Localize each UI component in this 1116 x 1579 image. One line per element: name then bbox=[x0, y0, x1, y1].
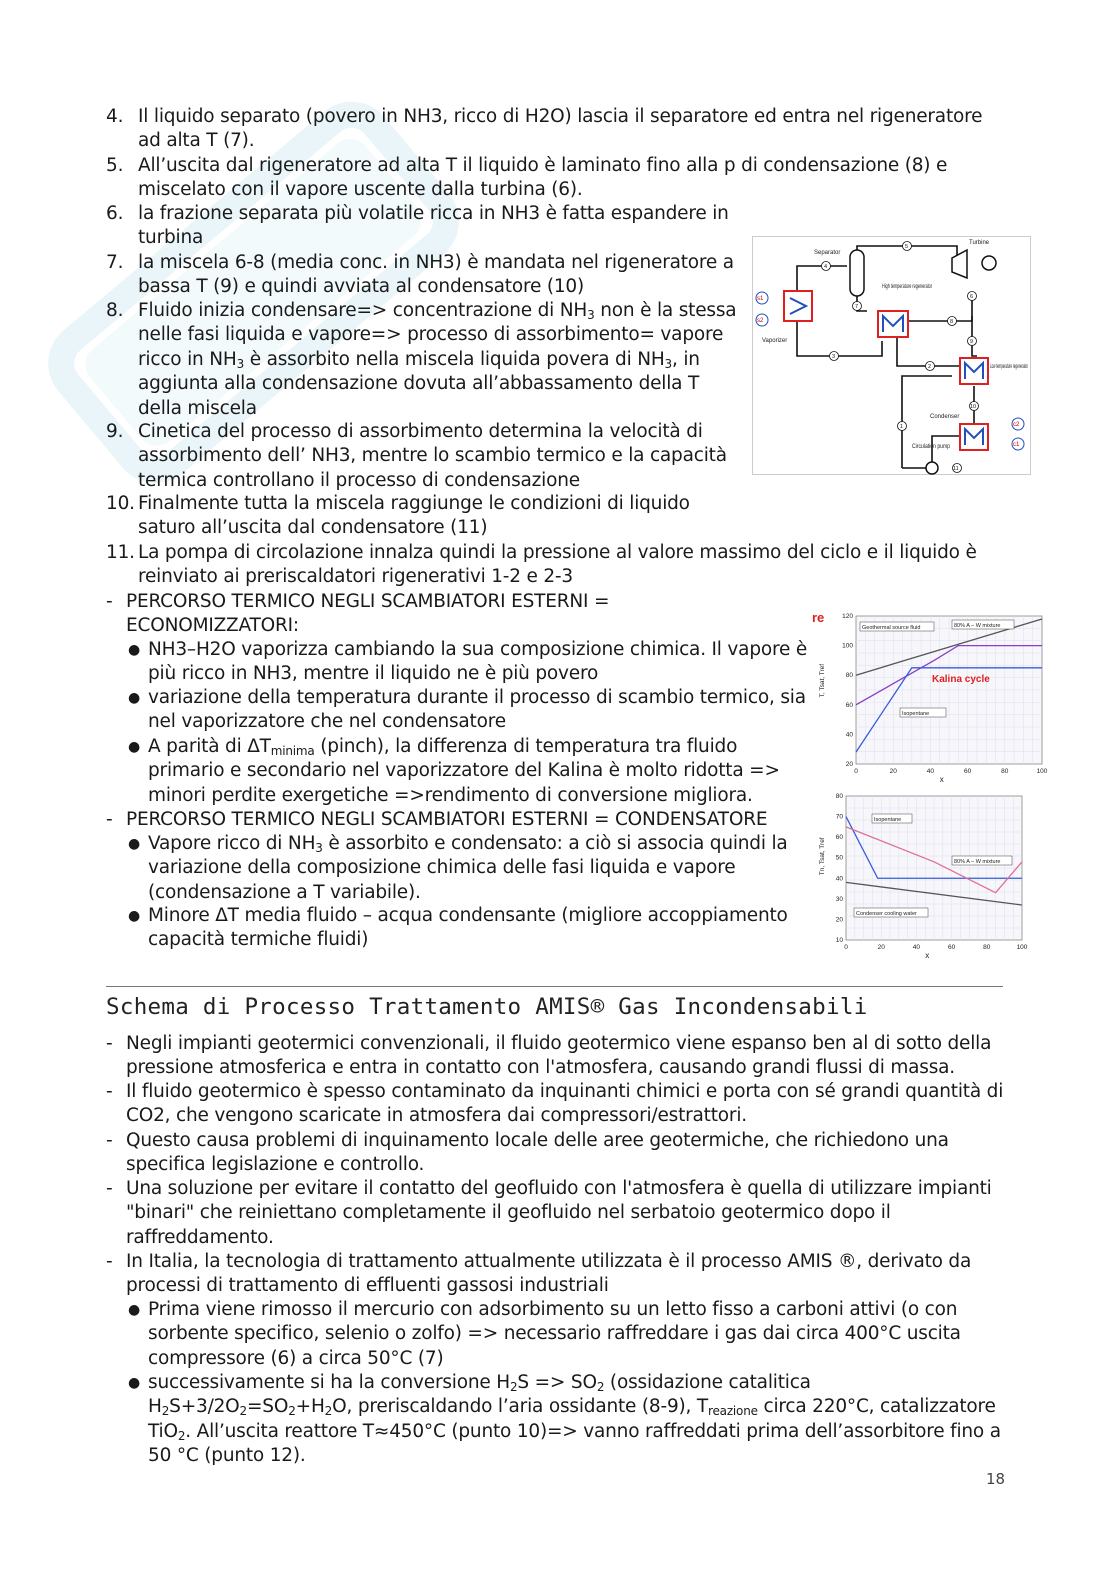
y-tick-label: 10 bbox=[835, 937, 843, 944]
vaporizer-hx bbox=[784, 291, 812, 321]
amis-dash-1: - Negli impianti geotermici convenzionali, il fluido geotermico viene espanso ben al di sotto della pressione atmosferica e entra in contatto con l'atmosfera, causando grandi flussi di massa. bbox=[106, 1033, 992, 1079]
point-11: 11 bbox=[953, 466, 959, 472]
amis-bullet-1: ● Prima viene rimosso il mercurio con adsorbimento su un letto fisso a carboni attivi (o con sorbente specifico, selenio o zolfo) => necessario raffreddare i gas dai circa 400°C uscita compressore (6) a circa 50°C (7) bbox=[128, 1299, 961, 1369]
y-tick-label: 60 bbox=[835, 834, 843, 842]
x-tick-label: 0 bbox=[854, 768, 858, 775]
x-tick-label: 20 bbox=[889, 768, 897, 775]
list-item-10: 10. Finalmente tutta la miscela raggiunge le condizioni di liquido saturo all’uscita dal condensatore (11) bbox=[106, 493, 690, 539]
port-c2: c2 bbox=[1013, 422, 1020, 428]
condenser-bullet-1: ● Vapore ricco di $NH_3$ è assorbito e condensato: a ciò si associa quindi la variazione della composizione chimica delle fasi liquida e vapore (condensazione a T variabile). bbox=[128, 833, 788, 903]
x-tick-label: 0 bbox=[844, 944, 848, 951]
list-item-6: 6. la frazione separata più volatile ricca in NH3 è fatta espandere in turbina bbox=[106, 203, 729, 249]
y-axis-label: T, Tsat, Tref bbox=[819, 663, 826, 698]
condenser-section-title: - PERCORSO TERMICO NEGLI SCAMBIATORI ESTERNI = CONDENSATORE bbox=[106, 809, 768, 830]
list-item-5: 5. All’uscita dal rigeneratore ad alta T il liquido è laminato fino alla p di condensazione (8) e miscelato con il vapore uscente dalla turbina (6). bbox=[106, 155, 948, 201]
point-10: 10 bbox=[970, 404, 977, 410]
point-2: 2 bbox=[928, 364, 932, 370]
x-tick-label: 80 bbox=[1001, 768, 1009, 775]
economizer-section-title: - PERCORSO TERMICO NEGLI SCAMBIATORI ESTERNI = ECONOMIZZATORI: bbox=[106, 591, 610, 637]
y-tick-label: 60 bbox=[845, 701, 853, 709]
section-heading: Schema di Processo Trattamento AMIS® Gas Incondensabili bbox=[106, 994, 868, 1020]
list-item-7: 7. la miscela 6-8 (media conc. in NH3) è mandata nel rigeneratore a bassa T (9) e quindi avviata al condensatore (10) bbox=[106, 252, 734, 298]
schematic-label-turbine: Turbine bbox=[969, 240, 990, 246]
list-item-9: 9. Cinetica del processo di assorbimento determina la velocità di assorbimento dell’ NH3, mentre lo scambio termico e la capacità termica controllano il processo di condensazione bbox=[106, 421, 727, 491]
x-tick-label: 60 bbox=[947, 944, 956, 951]
x-tick-label: 20 bbox=[877, 944, 885, 951]
circulation-pump-symbol bbox=[926, 462, 938, 474]
economizer-bullet-3: ● A parità di $\Delta T_{minima}$ (pinch), la differenza di temperatura tra fluido primario e secondario nel vaporizzatore del Kalina è molto ridotta => minori perdite exergetiche =>rendimento di conversione migliora. bbox=[128, 736, 780, 806]
kalina-schematic-diagram bbox=[752, 236, 1032, 476]
legend-entry-3: Isopentane bbox=[902, 710, 930, 717]
x-tick-label: 80 bbox=[983, 944, 991, 951]
x-tick-label: 40 bbox=[926, 768, 935, 775]
legend-entry-2: 80% A – W mixture bbox=[954, 858, 1001, 865]
y-tick-label: 20 bbox=[835, 916, 843, 924]
page-number: 18 bbox=[986, 1470, 1006, 1488]
port-s2: s2 bbox=[757, 318, 764, 324]
x-tick-label: 40 bbox=[912, 944, 921, 951]
y-tick-label: 40 bbox=[835, 875, 843, 883]
amis-dash-3: - Questo causa problemi di inquinamento locale delle aree geotermiche, che richiedono una specifica legislazione e controllo. bbox=[106, 1130, 949, 1176]
point-5: 5 bbox=[905, 244, 909, 250]
schematic-label-high-temp-regenerator: High temperature regenerator bbox=[882, 284, 932, 290]
point-1: 1 bbox=[900, 424, 904, 430]
list-item-11: 11. La pompa di circolazione innalza quindi la pressione al valore massimo del ciclo e il liquido è reinviato ai preriscaldatori rigenerativi 1-2 e 2-3 bbox=[106, 542, 977, 588]
chart-title: Kalina cycle bbox=[932, 674, 990, 685]
amis-dash-5: - In Italia, la tecnologia di trattamento attualmente utilizzata è il processo AMIS ®, derivato da processi di trattamento di effluenti gassosi industriali bbox=[106, 1251, 972, 1297]
schematic-label-separator: Separator bbox=[814, 250, 841, 256]
legend-entry-3: Condenser cooling water bbox=[856, 910, 917, 917]
schematic-label-circulation-pump: Circulation pump bbox=[912, 444, 951, 450]
amis-dash-4: - Una soluzione per evitare il contatto del geofluido con l'atmosfera è quella di utilizzare impianti "binari" che reiniettano completamente il geofluido nel serbatoio geotermico dopo il raffreddamento. bbox=[106, 1178, 992, 1248]
low-temperature-regenerator-hx bbox=[960, 358, 988, 384]
amis-dash-2: - Il fluido geotermico è spesso contaminato da inquinanti chimici e porta con sé grandi quantità di CO2, che vengono scaricate in atmosfera dai compressori/estrattori. bbox=[106, 1081, 1004, 1127]
point-7: 7 bbox=[855, 304, 859, 310]
schematic-label-low-temp-regenerator: Low temperature regenerator bbox=[990, 364, 1028, 370]
y-tick-label: 50 bbox=[835, 854, 843, 862]
port-s1: s1 bbox=[757, 296, 764, 302]
x-tick-label: 100 bbox=[1016, 944, 1028, 951]
point-6: 6 bbox=[970, 294, 974, 300]
separator-vessel bbox=[850, 250, 864, 296]
y-tick-label: 30 bbox=[835, 895, 843, 903]
legend-entry-2: 80% A – W mixture bbox=[954, 622, 1001, 629]
y-tick-label: 100 bbox=[842, 642, 853, 650]
x-tick-label: 60 bbox=[963, 768, 972, 775]
x-axis-label: x bbox=[939, 775, 944, 784]
schematic-label-condenser: Condenser bbox=[930, 414, 960, 420]
condenser-bullet-2: ● Minore ΔT media fluido – acqua condensante (migliore accoppiamento capacità termiche fluidi) bbox=[128, 905, 788, 951]
economizer-bullet-1: ● NH3–H2O vaporizza cambiando la sua composizione chimica. Il vapore è più ricco in NH3, mentre il liquido ne è più povero bbox=[128, 639, 808, 685]
point-3: 3 bbox=[832, 354, 836, 360]
y-tick-label: 70 bbox=[835, 813, 843, 821]
point-8: 8 bbox=[950, 319, 954, 325]
list-item-8: 8. Fluido inizia condensare=> concentrazione di $NH_3$ non è la stessa nelle fasi liquida e vapore=> processo di assorbimento= vapore ricco in $NH_3$ è assorbito nella miscela liquida povera di $NH_3$, in aggiunta alla condensazione dovuta all’abbassamento della T della miscela bbox=[106, 300, 737, 419]
list-item-4: 4. Il liquido separato (povero in NH3, ricco di H2O) lascia il separatore ed entra nel rigeneratore ad alta T (7). bbox=[106, 106, 983, 152]
y-tick-label: 80 bbox=[845, 672, 853, 680]
y-tick-label: 120 bbox=[842, 613, 853, 620]
y-tick-label: 20 bbox=[845, 761, 853, 768]
x-tick-label: 100 bbox=[1036, 768, 1048, 775]
economizer-bullet-2: ● variazione della temperatura durante il processo di scambio termico, sia nel vaporizzatore che nel condensatore bbox=[128, 687, 806, 733]
point-9: 9 bbox=[970, 339, 974, 345]
y-tick-label: 80 bbox=[835, 793, 843, 800]
y-axis-label: Tn, Tsat, Tref bbox=[819, 837, 826, 876]
section-divider bbox=[106, 986, 1003, 987]
schematic-label-vaporizer: Vaporizer bbox=[762, 338, 788, 344]
port-c1: c1 bbox=[1013, 442, 1020, 448]
condenser-hx bbox=[960, 424, 988, 450]
high-temperature-regenerator-hx bbox=[878, 311, 908, 337]
legend-entry-1: Isopentane bbox=[874, 816, 902, 823]
x-axis-label: x bbox=[925, 951, 930, 960]
y-tick-label: 40 bbox=[845, 731, 853, 739]
amis-bullet-2: ● successivamente si ha la conversione $H_2S => SO_2$ (ossidazione catalitica $H_2S+3/2O_2=SO_2+H_2O$, preriscaldando l’aria ossidante (8-9), $T_{reazione}$ circa 220°C, catalizzatore TiO$_2$. All’uscita reattore T≈450°C (punto 10)=> vanno raffreddati prima dell’assorbitore fino a 50 °C (punto 12). bbox=[128, 1372, 1001, 1467]
kalina-cycle-chart bbox=[812, 606, 1048, 786]
point-4: 4 bbox=[824, 264, 828, 270]
condenser-chart bbox=[812, 790, 1028, 965]
chart1-title-prefix: re bbox=[812, 610, 825, 625]
legend-entry-1: Geothermal source fluid bbox=[862, 624, 921, 631]
